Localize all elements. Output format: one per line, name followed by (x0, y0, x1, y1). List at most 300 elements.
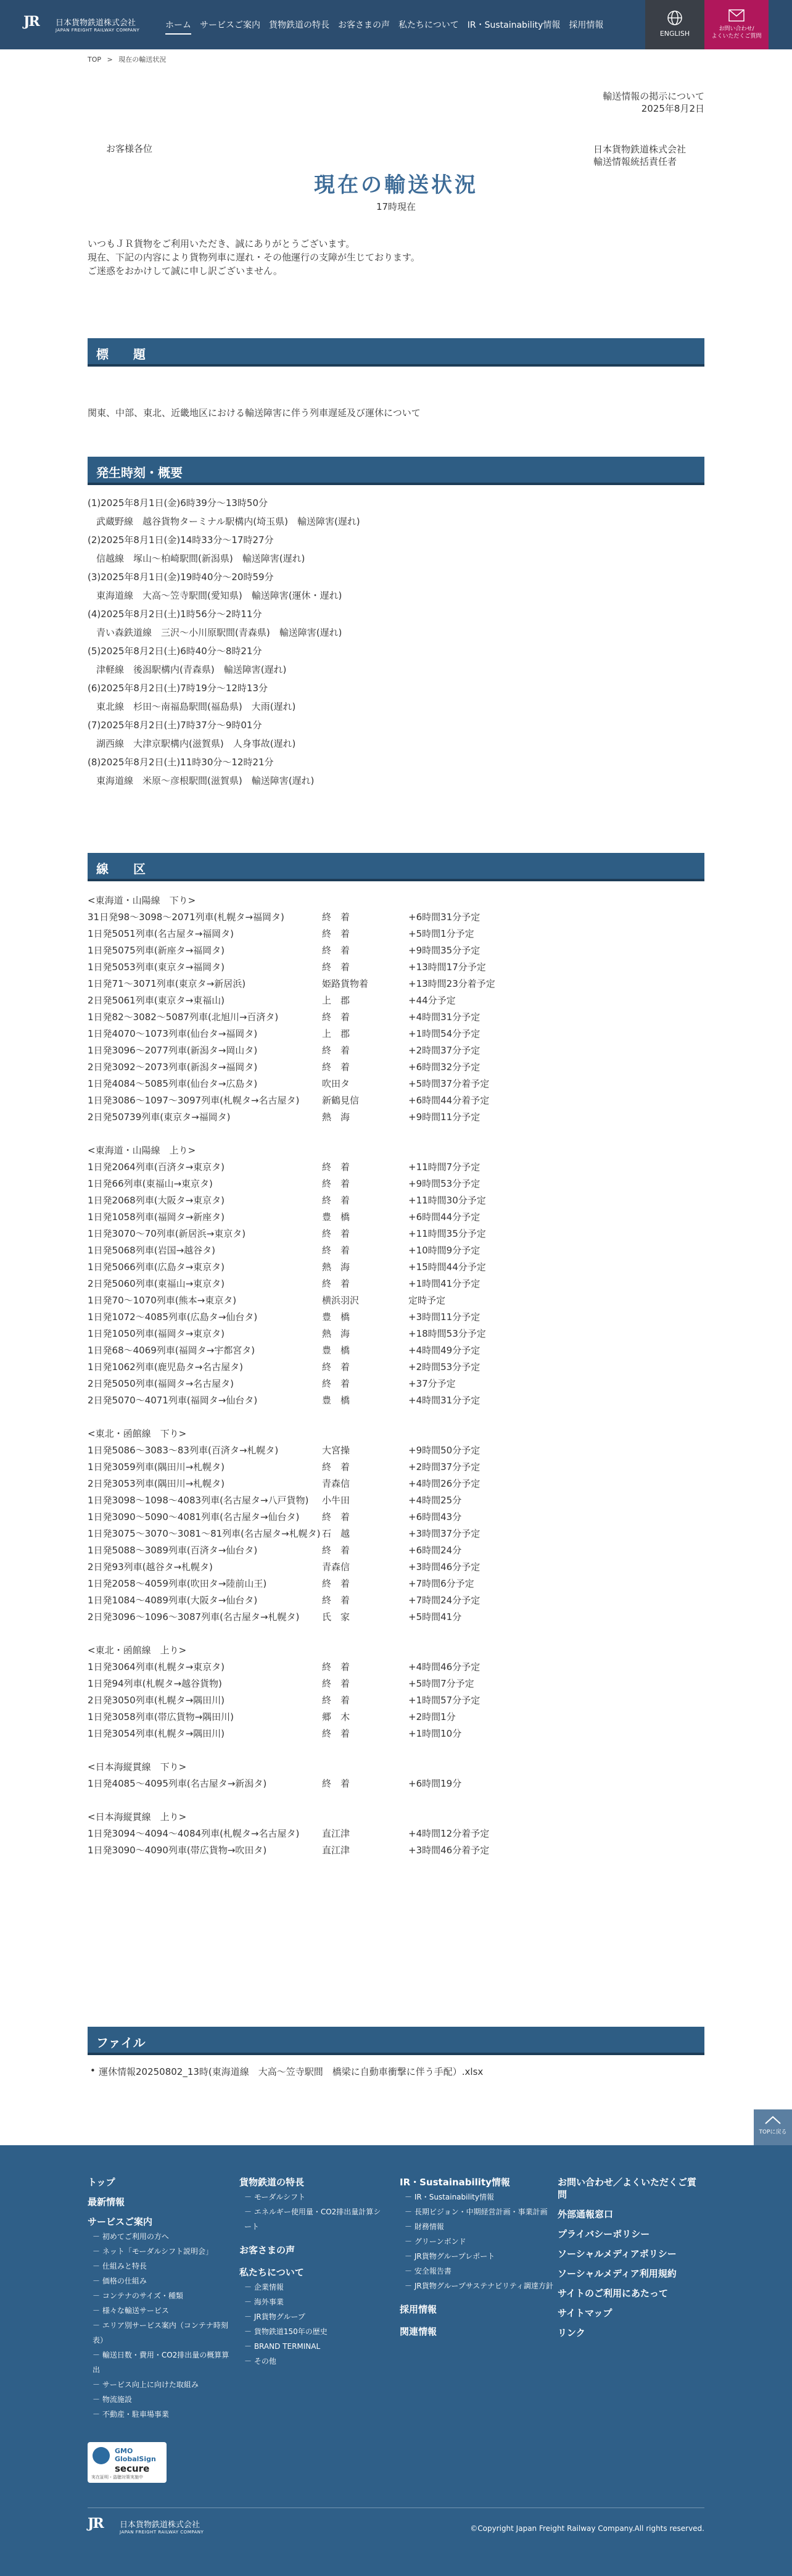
delay-status: +4時間26分予定 (408, 1478, 481, 1489)
current-location: 終 着 (322, 1228, 350, 1239)
route-row (88, 1492, 704, 1509)
current-location: 終 着 (322, 1161, 350, 1173)
intro-line: ご迷惑をおかけして誠に申し訳ございません。 (88, 265, 283, 276)
footer-sublink[interactable]: － IR・Sustainability情報 (400, 2190, 554, 2204)
delay-status: +9時間35分予定 (408, 945, 481, 956)
footer-sublink[interactable]: － 初めてご利用の方へ (88, 2229, 229, 2244)
train-info: 1日発5066列車(広島タ→東京タ) (88, 1261, 225, 1273)
train-info: 1日発2058～4059列車(吹田タ→陸前山王) (88, 1578, 267, 1589)
footer-logo[interactable] (88, 2516, 204, 2537)
route-row (88, 1176, 704, 1192)
file-link[interactable]: • 運休情報20250802_13時(東海道線 大高〜笠寺駅間 橋梁に自動車衝撃に伴う手配）.xlsx (99, 2065, 483, 2078)
occurrence-time: (4)2025年8月2日(土)1時56分～2時11分 (88, 609, 262, 620)
occurrence-list (88, 494, 704, 790)
nav-ir[interactable]: IR・Sustainability情報 (467, 20, 561, 30)
intro-text (88, 237, 420, 278)
route-row (88, 1509, 704, 1526)
train-info: 1日発4085～4095列車(名古屋タ→新潟タ) (88, 1778, 267, 1789)
delay-status: +13時間17分予定 (408, 962, 486, 973)
page-top-label: TOPに戻る (759, 2129, 787, 2135)
route-row (88, 1676, 704, 1692)
delay-status: +11時間7分予定 (408, 1161, 481, 1173)
train-info: 1日発5086～3083～83列車(百済タ→札幌タ) (88, 1445, 279, 1456)
jr-logo-mark: JR (88, 2516, 103, 2532)
route-row (88, 909, 704, 926)
subject-text: 関東、中部、東北、近畿地区における輸送障害に伴う列車遅延及び運休について (88, 407, 421, 418)
delay-status: +37分予定 (408, 1378, 456, 1389)
route-row (88, 1592, 704, 1609)
route-row (88, 1776, 704, 1792)
footer-sublink[interactable]: － グリーンボンド (400, 2234, 554, 2249)
occurrence-detail: 湖西線 大津京駅構内(滋賀県) 人身事故(遅れ) (96, 738, 296, 749)
current-location: 直江津 (322, 1845, 350, 1856)
group-spacer (88, 1792, 704, 1809)
train-info: 1日発5088～3089列車(百済タ→仙台タ) (88, 1545, 258, 1556)
jr-logo-mark: JR (23, 14, 39, 30)
train-info: 1日発1058列車(福岡タ→新座タ) (88, 1211, 225, 1223)
current-location: 大宮操 (322, 1445, 350, 1456)
current-location: 終 着 (322, 1595, 350, 1606)
current-location: 終 着 (322, 1678, 350, 1689)
delay-status: +44分予定 (408, 995, 456, 1006)
route-row (88, 1242, 704, 1259)
footer-link-ir[interactable]: IR・Sustainability情報 (400, 2177, 510, 2188)
train-info: 2日発5060列車(東福山→東京タ) (88, 1278, 225, 1289)
train-info: 2日発3096～1096～3087列車(名古屋タ→札幌タ) (88, 1611, 300, 1622)
delay-status: +3時間46分着予定 (408, 1845, 490, 1856)
file-heading: ファイル (88, 2027, 704, 2055)
delay-status: +3時間37分予定 (408, 1528, 481, 1539)
breadcrumb-sep: > (107, 56, 113, 64)
current-location: 豊 橋 (322, 1311, 350, 1323)
delay-status: +4時間31分予定 (408, 1012, 481, 1023)
group-spacer (88, 1126, 704, 1142)
delay-status: +1時間54分予定 (408, 1028, 481, 1039)
route-row (88, 1692, 704, 1709)
train-info: 1日発94列車(札幌タ→越谷貨物) (88, 1678, 222, 1689)
route-row (88, 1542, 704, 1559)
footer-col-1 (88, 2176, 229, 2422)
current-location: 直江津 (322, 1828, 350, 1839)
copyright: ©Copyright Japan Freight Railway Company.All rights reserved. (470, 2524, 704, 2533)
breadcrumb-home[interactable]: TOP (88, 56, 102, 64)
footer-logo-jp: 日本貨物鉄道株式会社 (120, 2520, 200, 2530)
footer-sublink[interactable]: － コンテナのサイズ・種類 (88, 2288, 229, 2303)
footer-link[interactable]: サイトマップ (558, 2308, 613, 2319)
footer-link-recruit[interactable]: 採用情報 (400, 2304, 437, 2315)
greeting: お客様各位 (106, 143, 153, 154)
train-info: 1日発3094～4094～4084列車(札幌タ→名古屋タ) (88, 1828, 300, 1839)
train-info: 31日発98～3098～2071列車(札幌タ→福岡タ) (88, 912, 284, 923)
train-info: 1日発3090～5090～4081列車(名古屋タ→仙台タ) (88, 1511, 300, 1523)
route-row (88, 1442, 704, 1459)
route-row (88, 959, 704, 976)
footer-sublink[interactable]: － エネルギー使用量・CO2排出量計算シート (239, 2204, 387, 2234)
delay-status: +6時間43分 (408, 1511, 462, 1523)
train-info: 1日発82～3082～5087列車(北旭川→百済タ) (88, 1012, 279, 1023)
delay-status: +4時間46分予定 (408, 1661, 481, 1672)
occurrence-detail: 津軽線 後潟駅構内(青森県) 輸送障害(遅れ) (96, 664, 287, 675)
train-info: 2日発93列車(越谷タ→札幌タ) (88, 1561, 213, 1573)
mail-icon (728, 9, 745, 22)
delay-status: +9時間53分予定 (408, 1178, 481, 1189)
current-location: 終 着 (322, 1195, 350, 1206)
route-row (88, 1476, 704, 1492)
footer-sublink[interactable]: － JR貨物グループ (239, 2309, 387, 2324)
delay-status: +5時間7分予定 (408, 1678, 474, 1689)
delay-status: +6時間19分 (408, 1778, 462, 1789)
delay-status: +9時間50分予定 (408, 1445, 481, 1456)
nav-features[interactable]: 貨物鉄道の特長 (269, 20, 329, 30)
delay-status: +3時間46分予定 (408, 1561, 481, 1573)
occurrence-detail: 青い森鉄道線 三沢～小川原駅間(青森県) 輸送障害(遅れ) (96, 627, 342, 638)
delay-status: +6時間44分着予定 (408, 1095, 490, 1106)
current-location: 終 着 (322, 1178, 350, 1189)
current-location: 終 着 (322, 1728, 350, 1739)
breadcrumb (88, 54, 170, 64)
footer-sublink[interactable]: － JR貨物グループサステナビリティ調達方針 (400, 2279, 554, 2293)
delay-status: +6時間31分予定 (408, 912, 481, 923)
current-location: 終 着 (322, 1661, 350, 1672)
train-info: 2日発3050列車(札幌タ→隅田川) (88, 1695, 225, 1706)
train-info: 1日発3098～1098～4083列車(名古屋タ→八戸貨物) (88, 1495, 309, 1506)
footer-logo-en: JAPAN FREIGHT RAILWAY COMPANY (120, 2529, 204, 2535)
route-row (88, 1459, 704, 1476)
footer-link[interactable]: ソーシャルメディア利用規約 (558, 2268, 677, 2279)
current-location: 横浜羽沢 (322, 1295, 360, 1306)
train-info: 1日発3064列車(札幌タ→東京タ) (88, 1661, 225, 1672)
footer-sublink[interactable]: － サービス向上に向けた取組み (88, 2377, 229, 2392)
current-location: 終 着 (322, 1045, 350, 1056)
current-location: 終 着 (322, 945, 350, 956)
delay-status: +4時間12分着予定 (408, 1828, 490, 1839)
route-row (88, 1309, 704, 1326)
footer-sublink[interactable]: － 企業情報 (239, 2280, 387, 2295)
footer-link-about[interactable]: 私たちについて (239, 2267, 304, 2278)
route-row (88, 1226, 704, 1242)
nav-about[interactable]: 私たちについて (398, 20, 459, 30)
route-row (88, 1359, 704, 1376)
breadcrumb-current: 現在の輸送状況 (118, 56, 167, 64)
globalsign-icon (93, 2447, 110, 2464)
route-row (88, 1576, 704, 1592)
footer-link-news[interactable]: 最新情報 (88, 2196, 125, 2208)
route-row (88, 1259, 704, 1276)
page-top-button[interactable] (754, 2109, 792, 2145)
current-location: 終 着 (322, 1278, 350, 1289)
route-row (88, 1159, 704, 1176)
occurrence-detail: 信越線 塚山～柏崎駅間(新潟県) 輸送障害(遅れ) (96, 553, 305, 564)
train-info: 1日発1072～4085列車(広島タ→仙台タ) (88, 1311, 258, 1323)
delay-status: +18時間53分予定 (408, 1328, 486, 1339)
route-row (88, 1659, 704, 1676)
current-location: 上 郡 (322, 1028, 350, 1039)
footer-sublink[interactable]: － 不動産・駐車場事業 (88, 2407, 229, 2422)
route-row (88, 1376, 704, 1392)
occurrence-time: (8)2025年8月2日(土)11時30分～12時21分 (88, 757, 274, 768)
globalsign-text: GlobalSign (115, 2455, 156, 2463)
current-location: 熱 海 (322, 1328, 350, 1339)
current-location: 終 着 (322, 1778, 350, 1789)
department: 輸送情報統括責任者 (593, 156, 677, 167)
footer-link[interactable]: お問い合わせ／よくいただくご質問 (558, 2177, 697, 2200)
current-location: 小牛田 (322, 1495, 350, 1506)
train-info: 1日発5075列車(新座タ→福岡タ) (88, 945, 225, 956)
footer-sublink[interactable]: － 財務情報 (400, 2219, 554, 2234)
delay-status: 定時予定 (408, 1295, 446, 1306)
footer-col-3 (400, 2176, 554, 2345)
route-group-title: <東海道・山陽線 下り> (88, 895, 196, 906)
route-group-title: <日本海縦貫線 上り> (88, 1811, 187, 1822)
route-row (88, 1009, 704, 1026)
delay-status: +6時間44分予定 (408, 1211, 481, 1223)
route-row (88, 1709, 704, 1726)
current-location: 終 着 (322, 928, 350, 939)
delay-status: +6時間32分予定 (408, 1062, 481, 1073)
occurrence-detail: 武蔵野線 越谷貨物ターミナル駅構内(埼玉県) 輸送障害(遅れ) (96, 516, 360, 527)
delay-status: +5時間41分 (408, 1611, 462, 1622)
train-info: 1日発4084～5085列車(仙台タ→広島タ) (88, 1078, 258, 1089)
footer-sublink[interactable]: － 貨物鉄道150年の歴史 (239, 2324, 387, 2339)
train-info: 1日発3096～2077列車(新潟タ→岡山タ) (88, 1045, 258, 1056)
footer-sublink[interactable]: － 価格の仕組み (88, 2274, 229, 2288)
logo-text-en: JAPAN FREIGHT RAILWAY COMPANY (56, 27, 140, 33)
route-row (88, 926, 704, 942)
train-info: 1日発3058列車(帯広貨物→隅田川) (88, 1711, 234, 1722)
occurrence-detail: 東北線 杉田～南福島駅間(福島県) 大雨(遅れ) (96, 701, 296, 712)
delay-status: +2時間37分予定 (408, 1461, 481, 1473)
group-spacer (88, 1626, 704, 1642)
intro-line: いつもＪＲ貨物をご利用いただき、誠にありがとうございます。 (88, 238, 355, 249)
route-row (88, 1342, 704, 1359)
footer-col-4 (558, 2176, 704, 2346)
main-nav (165, 19, 603, 35)
current-location: 姫路貨物着 (322, 978, 369, 989)
route-row (88, 1526, 704, 1542)
current-location: 終 着 (322, 1012, 350, 1023)
footer-sublink[interactable]: － モーダルシフト (239, 2190, 387, 2204)
nav-voices[interactable]: お客さまの声 (338, 20, 390, 30)
current-location: 青森信 (322, 1478, 350, 1489)
route-row (88, 1076, 704, 1092)
train-info: 2日発5070～4071列車(福岡タ→仙台タ) (88, 1395, 258, 1406)
occurrence-heading: 発生時刻・概要 (88, 457, 704, 485)
footer-link-services[interactable]: サービスご案内 (88, 2216, 153, 2227)
train-info: 1日発1062列車(鹿児島タ→名古屋タ) (88, 1361, 243, 1373)
route-row (88, 1326, 704, 1342)
route-heading: 線 区 (88, 853, 704, 881)
footer-link[interactable]: サイトのご利用にあたって (558, 2288, 668, 2299)
route-group-title: <東海道・山陽線 上り> (88, 1145, 196, 1156)
current-location: 豊 橋 (322, 1211, 350, 1223)
route-row (88, 1026, 704, 1042)
train-info: 1日発3070～70列車(新居浜→東京タ) (88, 1228, 246, 1239)
delay-status: +4時間31分予定 (408, 1395, 481, 1406)
occurrence-detail: 東海道線 大高～笠寺駅間(愛知県) 輸送障害(運休・遅れ) (96, 590, 342, 601)
delay-status: +11時間30分予定 (408, 1195, 486, 1206)
intro-line: 現在、下記の内容により貨物列車に遅れ・その他運行の支障が生じております。 (88, 252, 420, 263)
current-location: 青森信 (322, 1561, 350, 1573)
gmo-text: GMO (115, 2447, 133, 2455)
current-location: 石 越 (322, 1528, 350, 1539)
english-button[interactable] (645, 0, 704, 49)
delay-status: +2時間53分予定 (408, 1361, 481, 1373)
current-location: 終 着 (322, 1578, 350, 1589)
current-location: 終 着 (322, 1245, 350, 1256)
time-note: 17時現在 (376, 201, 416, 212)
footer-link-voices[interactable]: お客さまの声 (239, 2245, 295, 2256)
group-spacer (88, 1859, 704, 1876)
current-location: 終 着 (322, 962, 350, 973)
footer-sublink[interactable]: － 輸送日数・費用・CO2排出量の概算算出 (88, 2348, 229, 2377)
delay-status: +11時間35分予定 (408, 1228, 486, 1239)
train-info: 2日発3053列車(隅田川→札幌タ) (88, 1478, 225, 1489)
delay-status: +1時間10分 (408, 1728, 462, 1739)
delay-status: +1時間41分予定 (408, 1278, 481, 1289)
footer-divider (88, 2507, 704, 2508)
footer-link-related[interactable]: 関連情報 (400, 2326, 437, 2337)
group-spacer (88, 1409, 704, 1426)
current-location: 終 着 (322, 1461, 350, 1473)
current-location: 熱 海 (322, 1111, 350, 1123)
site-logo[interactable] (23, 14, 139, 35)
site-header (0, 0, 792, 49)
train-info: 1日発71～3071列車(東京タ→新居浜) (88, 978, 246, 989)
route-row (88, 1276, 704, 1292)
footer-link[interactable]: プライバシーポリシー (558, 2229, 650, 2240)
footer-link[interactable]: 外部通報窓口 (558, 2209, 614, 2220)
train-info: 1日発3054列車(札幌タ→隅田川) (88, 1728, 225, 1739)
current-location: 新鶴見信 (322, 1095, 360, 1106)
train-info: 1日発5053列車(東京タ→福岡タ) (88, 962, 225, 973)
route-row (88, 1842, 704, 1859)
occurrence-time: (6)2025年8月2日(土)7時19分～12時13分 (88, 683, 268, 694)
nav-recruit[interactable]: 採用情報 (569, 20, 604, 30)
occurrence-time: (5)2025年8月2日(土)6時40分～8時21分 (88, 646, 262, 657)
nav-home[interactable]: ホーム (165, 19, 191, 35)
current-location: 氏 家 (322, 1611, 350, 1622)
footer-sublink[interactable]: － JR貨物グループレポート (400, 2249, 554, 2264)
delay-status: +15時間44分予定 (408, 1261, 486, 1273)
globe-icon (667, 10, 683, 26)
footer-sublink[interactable]: － 物流施設 (88, 2392, 229, 2407)
group-spacer (88, 1742, 704, 1759)
footer-sublink[interactable]: － ネット「モーダルシフト説明会」 (88, 2244, 229, 2259)
footer-sublink[interactable]: － 様々な輸送サービス (88, 2303, 229, 2318)
footer-sublink[interactable]: － BRAND TERMINAL (239, 2339, 387, 2354)
route-row (88, 1092, 704, 1109)
footer-link-top[interactable]: トップ (88, 2177, 115, 2188)
route-row (88, 1192, 704, 1209)
train-info: 1日発70～1070列車(熊本→東京タ) (88, 1295, 237, 1306)
current-location: 終 着 (322, 1545, 350, 1556)
occurrence-time: (7)2025年8月2日(土)7時37分～9時01分 (88, 720, 262, 731)
gmo-globalsign-seal[interactable] (88, 2442, 167, 2483)
footer-link-features[interactable]: 貨物鉄道の特長 (239, 2177, 305, 2188)
page-title: 現在の輸送状況 (314, 173, 478, 197)
train-info: 1日発5068列車(岩国→越谷タ) (88, 1245, 215, 1256)
route-group-title: <東北・函館線 上り> (88, 1645, 187, 1656)
secure-text: secure (115, 2463, 150, 2474)
nav-services[interactable]: サービスご案内 (200, 20, 260, 30)
chevron-up-icon (764, 2114, 782, 2125)
current-location: 終 着 (322, 1378, 350, 1389)
route-list (88, 892, 704, 1876)
route-row (88, 976, 704, 992)
logo-text-jp: 日本貨物鉄道株式会社 (56, 18, 136, 28)
delay-status: +9時間11分予定 (408, 1111, 481, 1123)
train-info: 1日発2064列車(百済タ→東京タ) (88, 1161, 225, 1173)
route-group-title: <東北・函館線 下り> (88, 1428, 187, 1439)
train-info: 1日発4070～1073列車(仙台タ→福岡タ) (88, 1028, 258, 1039)
delay-status: +4時間49分予定 (408, 1345, 481, 1356)
delay-status: +13時間23分着予定 (408, 978, 495, 989)
delay-status: +5時間37分着予定 (408, 1078, 490, 1089)
occurrence-time: (3)2025年8月1日(金)19時40分～20時59分 (88, 571, 274, 583)
current-location: 終 着 (322, 1062, 350, 1073)
train-info: 2日発5061列車(東京タ→東福山) (88, 995, 225, 1006)
current-location: 終 着 (322, 1361, 350, 1373)
route-row (88, 1209, 704, 1226)
train-info: 1日発2068列車(大阪タ→東京タ) (88, 1195, 225, 1206)
train-info: 1日発3086～1097～3097列車(札幌タ→名古屋タ) (88, 1095, 300, 1106)
post-note: 輸送情報の掲示について (603, 91, 704, 102)
occurrence-detail: 東海道線 米原～彦根駅間(滋賀県) 輸送障害(遅れ) (96, 775, 315, 786)
occurrence-time: (1)2025年8月1日(金)6時39分～13時50分 (88, 497, 268, 509)
inquiry-label-2: よくいただくご質問 (711, 33, 762, 39)
route-row (88, 1559, 704, 1576)
route-row (88, 992, 704, 1009)
footer-sublink[interactable]: － その他 (239, 2354, 387, 2369)
current-location: 終 着 (322, 1511, 350, 1523)
route-row (88, 1042, 704, 1059)
inquiry-button[interactable] (704, 0, 769, 49)
footer-sublink[interactable]: － エリア別サービス案内（コンテナ時刻表） (88, 2318, 229, 2348)
delay-status: +10時間9分予定 (408, 1245, 481, 1256)
train-info: 2日発3092～2073列車(新潟タ→福岡タ) (88, 1062, 258, 1073)
footer-sublink[interactable]: － 長期ビジョン・中期経営計画・事業計画 (400, 2204, 554, 2219)
route-row (88, 1826, 704, 1842)
notice-date: 2025年8月2日 (641, 103, 704, 114)
inquiry-label-1: お問い合わせ/ (719, 26, 754, 32)
current-location: 上 郡 (322, 995, 350, 1006)
route-row (88, 1292, 704, 1309)
train-info: 1日発1050列車(福岡タ→東京タ) (88, 1328, 225, 1339)
delay-status: +2時間37分予定 (408, 1045, 481, 1056)
footer-sublink[interactable]: － 安全報告書 (400, 2264, 554, 2279)
train-info: 1日発66列車(東福山→東京タ) (88, 1178, 213, 1189)
route-row (88, 1109, 704, 1126)
footer-link[interactable]: ソーシャルメディアポリシー (558, 2248, 677, 2259)
company-name: 日本貨物鉄道株式会社 (593, 144, 686, 155)
route-row (88, 1392, 704, 1409)
footer-link[interactable]: リンク (558, 2327, 585, 2338)
english-label: ENGLISH (659, 30, 690, 38)
current-location: 終 着 (322, 912, 350, 923)
occurrence-time: (2)2025年8月1日(金)14時33分～17時27分 (88, 534, 274, 546)
footer-sublink[interactable]: － 仕組みと特長 (88, 2259, 229, 2274)
delay-status: +6時間24分 (408, 1545, 462, 1556)
current-location: 終 着 (322, 1695, 350, 1706)
train-info: 1日発3090～4090列車(帯広貨物→吹田タ) (88, 1845, 267, 1856)
route-row (88, 1726, 704, 1742)
seal-desc: 実在証明・盗聴対策実施中 (91, 2475, 143, 2480)
delay-status: +1時間57分予定 (408, 1695, 481, 1706)
delay-status: +5時間1分予定 (408, 928, 474, 939)
delay-status: +7時間24分予定 (408, 1595, 481, 1606)
train-info: 2日発5050列車(福岡タ→名古屋タ) (88, 1378, 234, 1389)
footer-sublink[interactable]: － 海外事業 (239, 2295, 387, 2309)
